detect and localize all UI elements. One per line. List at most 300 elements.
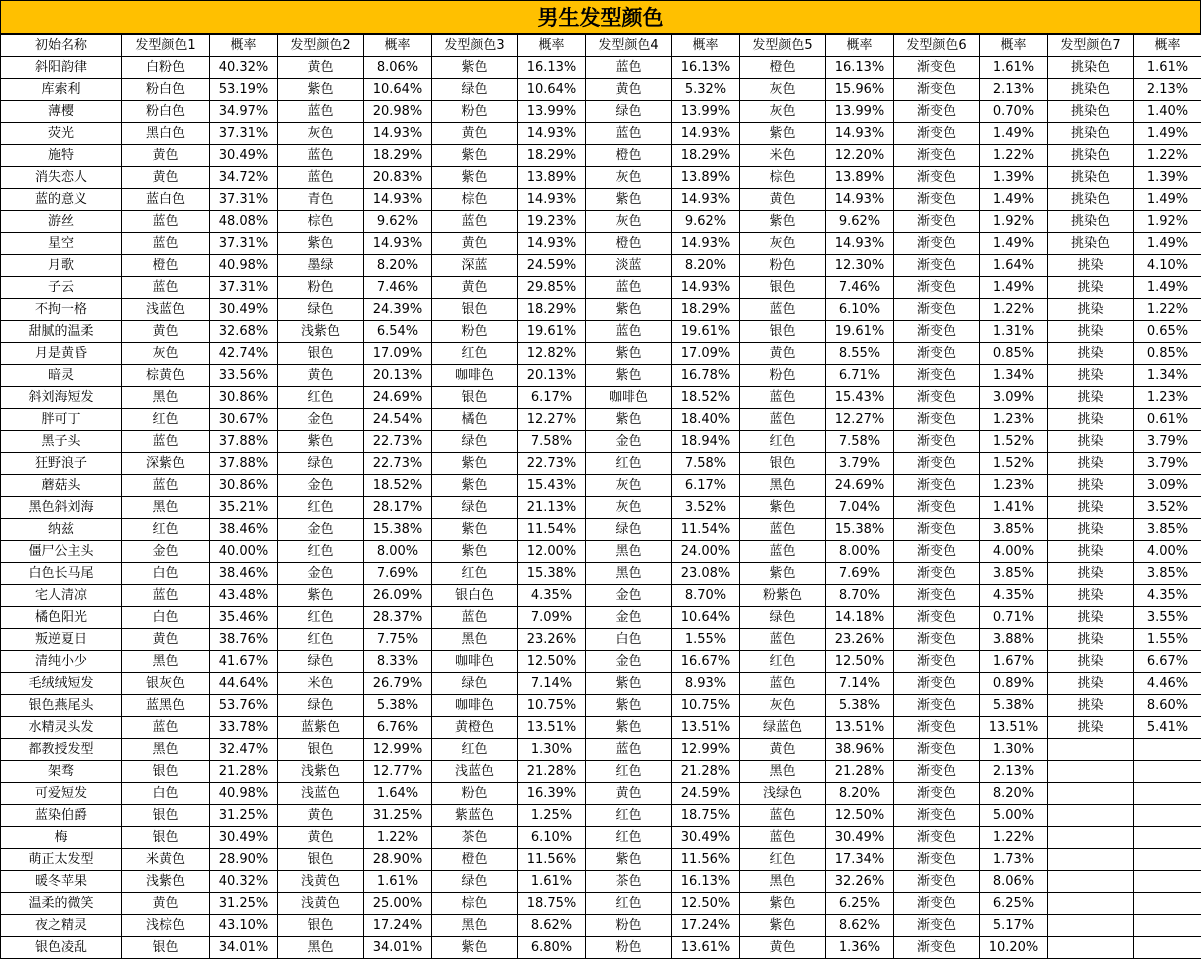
table-cell[interactable] (1134, 871, 1201, 893)
table-cell[interactable]: 白色 (586, 629, 672, 651)
table-cell[interactable]: 22.73% (518, 453, 586, 475)
table-cell[interactable]: 11.56% (672, 849, 740, 871)
table-cell[interactable]: 3.79% (826, 453, 894, 475)
table-cell[interactable]: 渐变色 (894, 739, 980, 761)
table-cell[interactable]: 银灰色 (122, 673, 210, 695)
table-cell[interactable]: 12.20% (826, 145, 894, 167)
table-cell[interactable]: 绿色 (432, 79, 518, 101)
table-cell[interactable]: 紫色 (740, 563, 826, 585)
table-cell[interactable] (1048, 761, 1134, 783)
table-cell[interactable]: 挑染 (1048, 453, 1134, 475)
table-cell[interactable]: 灰色 (586, 167, 672, 189)
table-cell[interactable]: 紫色 (740, 893, 826, 915)
table-cell[interactable]: 游丝 (1, 211, 122, 233)
table-cell[interactable]: 40.32% (210, 871, 278, 893)
table-cell[interactable]: 挑染色 (1048, 79, 1134, 101)
table-cell[interactable]: 38.46% (210, 563, 278, 585)
table-cell[interactable]: 18.29% (518, 145, 586, 167)
table-cell[interactable]: 紫色 (278, 233, 364, 255)
table-cell[interactable]: 28.37% (364, 607, 432, 629)
table-cell[interactable]: 4.10% (1134, 255, 1201, 277)
table-cell[interactable]: 12.50% (826, 805, 894, 827)
table-cell[interactable]: 挑染 (1048, 585, 1134, 607)
table-cell[interactable] (1134, 937, 1201, 959)
table-cell[interactable]: 银色 (432, 387, 518, 409)
table-cell[interactable]: 可爱短发 (1, 783, 122, 805)
table-cell[interactable]: 38.76% (210, 629, 278, 651)
table-cell[interactable]: 米色 (740, 145, 826, 167)
table-cell[interactable]: 37.31% (210, 277, 278, 299)
table-cell[interactable]: 红色 (278, 497, 364, 519)
table-cell[interactable]: 蓝色 (122, 277, 210, 299)
table-cell[interactable]: 渐变色 (894, 475, 980, 497)
table-cell[interactable]: 渐变色 (894, 101, 980, 123)
table-cell[interactable]: 渐变色 (894, 695, 980, 717)
table-cell[interactable]: 21.28% (672, 761, 740, 783)
table-cell[interactable]: 17.34% (826, 849, 894, 871)
table-cell[interactable]: 蓝色 (586, 321, 672, 343)
table-cell[interactable]: 5.17% (980, 915, 1048, 937)
table-cell[interactable]: 蓝色 (586, 739, 672, 761)
table-cell[interactable]: 8.20% (826, 783, 894, 805)
table-cell[interactable]: 银色 (122, 805, 210, 827)
table-cell[interactable]: 1.30% (518, 739, 586, 761)
table-cell[interactable]: 20.13% (518, 365, 586, 387)
table-cell[interactable]: 黑色 (740, 475, 826, 497)
table-cell[interactable]: 10.20% (980, 937, 1048, 959)
table-cell[interactable]: 挑染色 (1048, 123, 1134, 145)
table-cell[interactable]: 红色 (432, 563, 518, 585)
table-cell[interactable]: 42.74% (210, 343, 278, 365)
table-cell[interactable]: 38.46% (210, 519, 278, 541)
table-cell[interactable]: 挑染色 (1048, 145, 1134, 167)
table-cell[interactable]: 黑色斜刘海 (1, 497, 122, 519)
table-cell[interactable]: 15.38% (826, 519, 894, 541)
table-cell[interactable]: 23.26% (826, 629, 894, 651)
table-cell[interactable]: 紫色 (740, 211, 826, 233)
table-cell[interactable]: 绿色 (278, 695, 364, 717)
table-cell[interactable]: 蓝色 (740, 299, 826, 321)
table-cell[interactable]: 蓝白色 (122, 189, 210, 211)
table-cell[interactable]: 1.55% (672, 629, 740, 651)
table-cell[interactable]: 7.58% (826, 431, 894, 453)
table-cell[interactable]: 6.80% (518, 937, 586, 959)
table-cell[interactable] (1048, 783, 1134, 805)
table-cell[interactable]: 萌正太发型 (1, 849, 122, 871)
table-cell[interactable]: 6.17% (518, 387, 586, 409)
table-cell[interactable]: 6.76% (364, 717, 432, 739)
table-cell[interactable]: 7.58% (672, 453, 740, 475)
table-cell[interactable]: 1.92% (1134, 211, 1201, 233)
table-cell[interactable]: 1.49% (980, 233, 1048, 255)
table-cell[interactable]: 蓝色 (122, 211, 210, 233)
table-cell[interactable]: 挑染 (1048, 695, 1134, 717)
table-cell[interactable]: 渐变色 (894, 651, 980, 673)
table-cell[interactable]: 黄色 (278, 827, 364, 849)
table-cell[interactable] (1048, 893, 1134, 915)
table-cell[interactable]: 斜阳韵律 (1, 57, 122, 79)
table-cell[interactable]: 红色 (586, 453, 672, 475)
table-cell[interactable]: 紫色 (740, 915, 826, 937)
table-cell[interactable]: 37.88% (210, 453, 278, 475)
table-cell[interactable]: 19.23% (518, 211, 586, 233)
column-header[interactable]: 发型颜色2 (278, 35, 364, 57)
table-cell[interactable]: 1.31% (980, 321, 1048, 343)
table-cell[interactable]: 深蓝 (432, 255, 518, 277)
table-cell[interactable]: 紫色 (432, 475, 518, 497)
table-cell[interactable]: 24.39% (364, 299, 432, 321)
table-cell[interactable]: 渐变色 (894, 167, 980, 189)
table-cell[interactable]: 灰色 (122, 343, 210, 365)
table-cell[interactable]: 渐变色 (894, 937, 980, 959)
table-cell[interactable]: 库索利 (1, 79, 122, 101)
table-cell[interactable]: 红色 (740, 431, 826, 453)
table-cell[interactable]: 9.62% (364, 211, 432, 233)
table-cell[interactable]: 1.22% (980, 299, 1048, 321)
table-cell[interactable]: 6.17% (672, 475, 740, 497)
table-cell[interactable]: 8.20% (364, 255, 432, 277)
table-cell[interactable]: 挑染 (1048, 607, 1134, 629)
table-cell[interactable]: 7.46% (364, 277, 432, 299)
table-cell[interactable]: 1.52% (980, 431, 1048, 453)
table-cell[interactable]: 黑色 (278, 937, 364, 959)
table-cell[interactable]: 绿色 (586, 519, 672, 541)
table-cell[interactable]: 蓝色 (586, 277, 672, 299)
table-cell[interactable]: 紫色 (586, 343, 672, 365)
table-cell[interactable]: 32.68% (210, 321, 278, 343)
table-cell[interactable]: 8.33% (364, 651, 432, 673)
table-cell[interactable]: 温柔的微笑 (1, 893, 122, 915)
table-cell[interactable]: 15.38% (364, 519, 432, 541)
table-cell[interactable]: 16.78% (672, 365, 740, 387)
table-cell[interactable]: 挑染 (1048, 321, 1134, 343)
table-cell[interactable]: 绿色 (278, 651, 364, 673)
table-cell[interactable]: 30.86% (210, 387, 278, 409)
table-cell[interactable] (1134, 915, 1201, 937)
table-cell[interactable] (1134, 761, 1201, 783)
table-cell[interactable]: 金色 (278, 475, 364, 497)
table-cell[interactable]: 14.93% (672, 123, 740, 145)
table-cell[interactable]: 渐变色 (894, 79, 980, 101)
table-cell[interactable]: 19.61% (518, 321, 586, 343)
table-cell[interactable]: 19.61% (826, 321, 894, 343)
table-cell[interactable]: 13.51% (518, 717, 586, 739)
table-cell[interactable]: 20.83% (364, 167, 432, 189)
table-cell[interactable]: 20.13% (364, 365, 432, 387)
table-cell[interactable]: 橘色 (432, 409, 518, 431)
table-cell[interactable]: 1.49% (1134, 123, 1201, 145)
table-cell[interactable]: 绿色 (740, 607, 826, 629)
table-cell[interactable]: 渐变色 (894, 783, 980, 805)
table-cell[interactable]: 红色 (432, 739, 518, 761)
table-cell[interactable]: 35.46% (210, 607, 278, 629)
table-cell[interactable]: 紫色 (432, 145, 518, 167)
table-cell[interactable]: 蓝的意义 (1, 189, 122, 211)
table-cell[interactable]: 灰色 (586, 475, 672, 497)
table-cell[interactable]: 挑染色 (1048, 233, 1134, 255)
table-cell[interactable]: 16.13% (672, 57, 740, 79)
table-cell[interactable]: 1.52% (980, 453, 1048, 475)
table-cell[interactable]: 渐变色 (894, 915, 980, 937)
table-cell[interactable]: 渐变色 (894, 431, 980, 453)
table-cell[interactable]: 9.62% (826, 211, 894, 233)
table-cell[interactable]: 17.09% (364, 343, 432, 365)
table-cell[interactable]: 18.52% (364, 475, 432, 497)
table-cell[interactable]: 1.23% (1134, 387, 1201, 409)
table-cell[interactable]: 6.25% (826, 893, 894, 915)
table-cell[interactable]: 黄色 (278, 57, 364, 79)
table-cell[interactable]: 14.18% (826, 607, 894, 629)
table-cell[interactable]: 黑色 (432, 629, 518, 651)
table-cell[interactable]: 银色 (278, 343, 364, 365)
table-cell[interactable]: 16.67% (672, 651, 740, 673)
table-cell[interactable]: 暖冬苹果 (1, 871, 122, 893)
table-cell[interactable]: 13.51% (826, 717, 894, 739)
table-cell[interactable]: 银色 (432, 299, 518, 321)
table-cell[interactable]: 15.96% (826, 79, 894, 101)
table-cell[interactable]: 30.49% (826, 827, 894, 849)
table-cell[interactable]: 8.20% (980, 783, 1048, 805)
table-cell[interactable]: 金色 (122, 541, 210, 563)
table-cell[interactable]: 0.89% (980, 673, 1048, 695)
table-cell[interactable]: 棕黄色 (122, 365, 210, 387)
table-cell[interactable]: 渐变色 (894, 189, 980, 211)
table-cell[interactable]: 红色 (586, 805, 672, 827)
table-cell[interactable]: 1.39% (1134, 167, 1201, 189)
table-cell[interactable]: 3.79% (1134, 431, 1201, 453)
table-cell[interactable]: 咖啡色 (432, 365, 518, 387)
table-cell[interactable]: 咖啡色 (432, 695, 518, 717)
table-cell[interactable]: 浅黄色 (278, 893, 364, 915)
table-cell[interactable]: 白色 (122, 563, 210, 585)
table-cell[interactable]: 1.49% (980, 123, 1048, 145)
table-cell[interactable]: 23.26% (518, 629, 586, 651)
table-cell[interactable]: 33.78% (210, 717, 278, 739)
table-cell[interactable]: 3.79% (1134, 453, 1201, 475)
table-cell[interactable]: 灰色 (278, 123, 364, 145)
column-header[interactable]: 发型颜色3 (432, 35, 518, 57)
table-cell[interactable]: 紫色 (586, 409, 672, 431)
table-cell[interactable]: 甜腻的温柔 (1, 321, 122, 343)
table-cell[interactable]: 淡蓝 (586, 255, 672, 277)
table-cell[interactable]: 6.71% (826, 365, 894, 387)
table-cell[interactable]: 月歌 (1, 255, 122, 277)
table-cell[interactable]: 16.13% (672, 871, 740, 893)
table-cell[interactable]: 绿色 (586, 101, 672, 123)
table-cell[interactable]: 灰色 (740, 233, 826, 255)
table-cell[interactable]: 银色 (278, 849, 364, 871)
table-cell[interactable]: 渐变色 (894, 673, 980, 695)
table-cell[interactable]: 蓝色 (740, 519, 826, 541)
table-cell[interactable]: 粉色 (432, 101, 518, 123)
table-cell[interactable]: 12.77% (364, 761, 432, 783)
table-cell[interactable]: 4.35% (518, 585, 586, 607)
table-cell[interactable]: 40.32% (210, 57, 278, 79)
table-cell[interactable]: 13.99% (518, 101, 586, 123)
column-header[interactable]: 概率 (826, 35, 894, 57)
table-cell[interactable]: 渐变色 (894, 893, 980, 915)
table-cell[interactable]: 21.28% (518, 761, 586, 783)
table-cell[interactable]: 黄色 (122, 629, 210, 651)
table-cell[interactable]: 24.59% (518, 255, 586, 277)
table-cell[interactable]: 白色长马尾 (1, 563, 122, 585)
table-cell[interactable]: 黑色 (122, 739, 210, 761)
table-cell[interactable]: 黄色 (740, 937, 826, 959)
table-cell[interactable]: 白色 (122, 783, 210, 805)
table-cell[interactable]: 渐变色 (894, 607, 980, 629)
table-cell[interactable]: 毛绒绒短发 (1, 673, 122, 695)
table-cell[interactable]: 44.64% (210, 673, 278, 695)
table-cell[interactable]: 28.17% (364, 497, 432, 519)
table-cell[interactable]: 19.61% (672, 321, 740, 343)
table-cell[interactable] (1048, 871, 1134, 893)
table-cell[interactable]: 粉色 (278, 277, 364, 299)
table-cell[interactable]: 挑染 (1048, 277, 1134, 299)
column-header[interactable]: 概率 (518, 35, 586, 57)
table-cell[interactable]: 8.55% (826, 343, 894, 365)
table-cell[interactable]: 13.51% (980, 717, 1048, 739)
table-cell[interactable]: 8.00% (826, 541, 894, 563)
table-cell[interactable]: 7.69% (364, 563, 432, 585)
table-cell[interactable]: 绿色 (432, 871, 518, 893)
table-cell[interactable]: 银色 (740, 453, 826, 475)
table-cell[interactable]: 1.49% (1134, 277, 1201, 299)
table-cell[interactable]: 蓝色 (122, 431, 210, 453)
table-cell[interactable]: 棕色 (432, 189, 518, 211)
table-cell[interactable]: 8.93% (672, 673, 740, 695)
table-cell[interactable]: 米色 (278, 673, 364, 695)
table-cell[interactable]: 渐变色 (894, 871, 980, 893)
table-cell[interactable] (1134, 739, 1201, 761)
table-cell[interactable]: 12.27% (518, 409, 586, 431)
table-cell[interactable]: 粉白色 (122, 101, 210, 123)
table-cell[interactable]: 渐变色 (894, 277, 980, 299)
table-cell[interactable]: 银色 (122, 827, 210, 849)
table-cell[interactable]: 红色 (432, 343, 518, 365)
table-cell[interactable]: 狂野浪子 (1, 453, 122, 475)
column-header[interactable]: 发型颜色1 (122, 35, 210, 57)
table-cell[interactable]: 银色凌乱 (1, 937, 122, 959)
table-cell[interactable]: 1.55% (1134, 629, 1201, 651)
table-cell[interactable]: 茶色 (432, 827, 518, 849)
table-cell[interactable]: 蓝色 (122, 585, 210, 607)
table-cell[interactable]: 渐变色 (894, 827, 980, 849)
column-header[interactable]: 概率 (1134, 35, 1201, 57)
table-cell[interactable]: 黄色 (586, 783, 672, 805)
table-cell[interactable]: 40.98% (210, 255, 278, 277)
table-cell[interactable]: 3.09% (980, 387, 1048, 409)
table-cell[interactable]: 浅黄色 (278, 871, 364, 893)
table-cell[interactable]: 粉紫色 (740, 585, 826, 607)
table-cell[interactable]: 14.93% (518, 189, 586, 211)
table-cell[interactable]: 34.01% (210, 937, 278, 959)
table-cell[interactable]: 子云 (1, 277, 122, 299)
table-cell[interactable]: 浅绿色 (740, 783, 826, 805)
table-cell[interactable]: 挑染 (1048, 519, 1134, 541)
table-cell[interactable]: 粉色 (740, 365, 826, 387)
table-cell[interactable]: 12.99% (672, 739, 740, 761)
table-cell[interactable]: 浅紫色 (122, 871, 210, 893)
table-cell[interactable]: 橙色 (122, 255, 210, 277)
table-cell[interactable]: 紫色 (278, 79, 364, 101)
table-cell[interactable]: 蓝色 (740, 673, 826, 695)
table-cell[interactable]: 挑染 (1048, 255, 1134, 277)
table-cell[interactable]: 橘色阳光 (1, 607, 122, 629)
table-cell[interactable]: 1.40% (1134, 101, 1201, 123)
table-cell[interactable]: 18.75% (672, 805, 740, 827)
table-cell[interactable]: 银色 (122, 937, 210, 959)
table-cell[interactable]: 24.69% (826, 475, 894, 497)
table-cell[interactable] (1134, 827, 1201, 849)
table-cell[interactable]: 挑染 (1048, 629, 1134, 651)
table-cell[interactable]: 叛逆夏日 (1, 629, 122, 651)
table-cell[interactable]: 3.09% (1134, 475, 1201, 497)
table-cell[interactable]: 蓝染伯爵 (1, 805, 122, 827)
table-cell[interactable]: 黑子头 (1, 431, 122, 453)
table-cell[interactable]: 5.41% (1134, 717, 1201, 739)
table-cell[interactable]: 8.20% (672, 255, 740, 277)
table-cell[interactable]: 挑染色 (1048, 101, 1134, 123)
table-cell[interactable]: 40.00% (210, 541, 278, 563)
column-header[interactable]: 发型颜色6 (894, 35, 980, 57)
table-cell[interactable]: 14.93% (364, 189, 432, 211)
table-cell[interactable]: 53.76% (210, 695, 278, 717)
table-cell[interactable]: 32.47% (210, 739, 278, 761)
table-cell[interactable]: 30.49% (210, 145, 278, 167)
table-cell[interactable]: 13.99% (826, 101, 894, 123)
table-cell[interactable]: 橙色 (586, 145, 672, 167)
table-cell[interactable]: 1.61% (1134, 57, 1201, 79)
table-cell[interactable]: 21.28% (210, 761, 278, 783)
table-cell[interactable]: 2.13% (1134, 79, 1201, 101)
table-cell[interactable]: 渐变色 (894, 585, 980, 607)
table-cell[interactable]: 13.99% (672, 101, 740, 123)
table-cell[interactable]: 0.85% (980, 343, 1048, 365)
table-cell[interactable]: 蓝色 (740, 541, 826, 563)
table-cell[interactable]: 紫色 (740, 123, 826, 145)
table-cell[interactable] (1048, 805, 1134, 827)
table-cell[interactable]: 30.49% (672, 827, 740, 849)
table-cell[interactable]: 金色 (586, 651, 672, 673)
table-cell[interactable]: 紫色 (586, 673, 672, 695)
table-cell[interactable]: 挑染 (1048, 563, 1134, 585)
table-cell[interactable]: 37.31% (210, 233, 278, 255)
table-cell[interactable]: 12.82% (518, 343, 586, 365)
table-cell[interactable]: 金色 (586, 431, 672, 453)
table-cell[interactable]: 夜之精灵 (1, 915, 122, 937)
table-cell[interactable]: 紫色 (432, 57, 518, 79)
table-cell[interactable]: 1.23% (980, 409, 1048, 431)
table-cell[interactable]: 28.90% (210, 849, 278, 871)
table-cell[interactable] (1048, 739, 1134, 761)
table-cell[interactable]: 12.99% (364, 739, 432, 761)
table-cell[interactable]: 1.30% (980, 739, 1048, 761)
table-cell[interactable]: 10.64% (364, 79, 432, 101)
table-cell[interactable]: 蓝紫色 (278, 717, 364, 739)
table-cell[interactable]: 浅蓝色 (122, 299, 210, 321)
table-cell[interactable]: 蓝色 (740, 387, 826, 409)
table-cell[interactable]: 1.49% (980, 277, 1048, 299)
table-cell[interactable]: 绿色 (278, 453, 364, 475)
table-cell[interactable] (1134, 783, 1201, 805)
table-cell[interactable]: 37.31% (210, 189, 278, 211)
table-cell[interactable]: 星空 (1, 233, 122, 255)
table-cell[interactable]: 挑染 (1048, 409, 1134, 431)
table-cell[interactable]: 12.50% (518, 651, 586, 673)
table-cell[interactable]: 渐变色 (894, 453, 980, 475)
table-cell[interactable]: 24.00% (672, 541, 740, 563)
table-cell[interactable]: 33.56% (210, 365, 278, 387)
